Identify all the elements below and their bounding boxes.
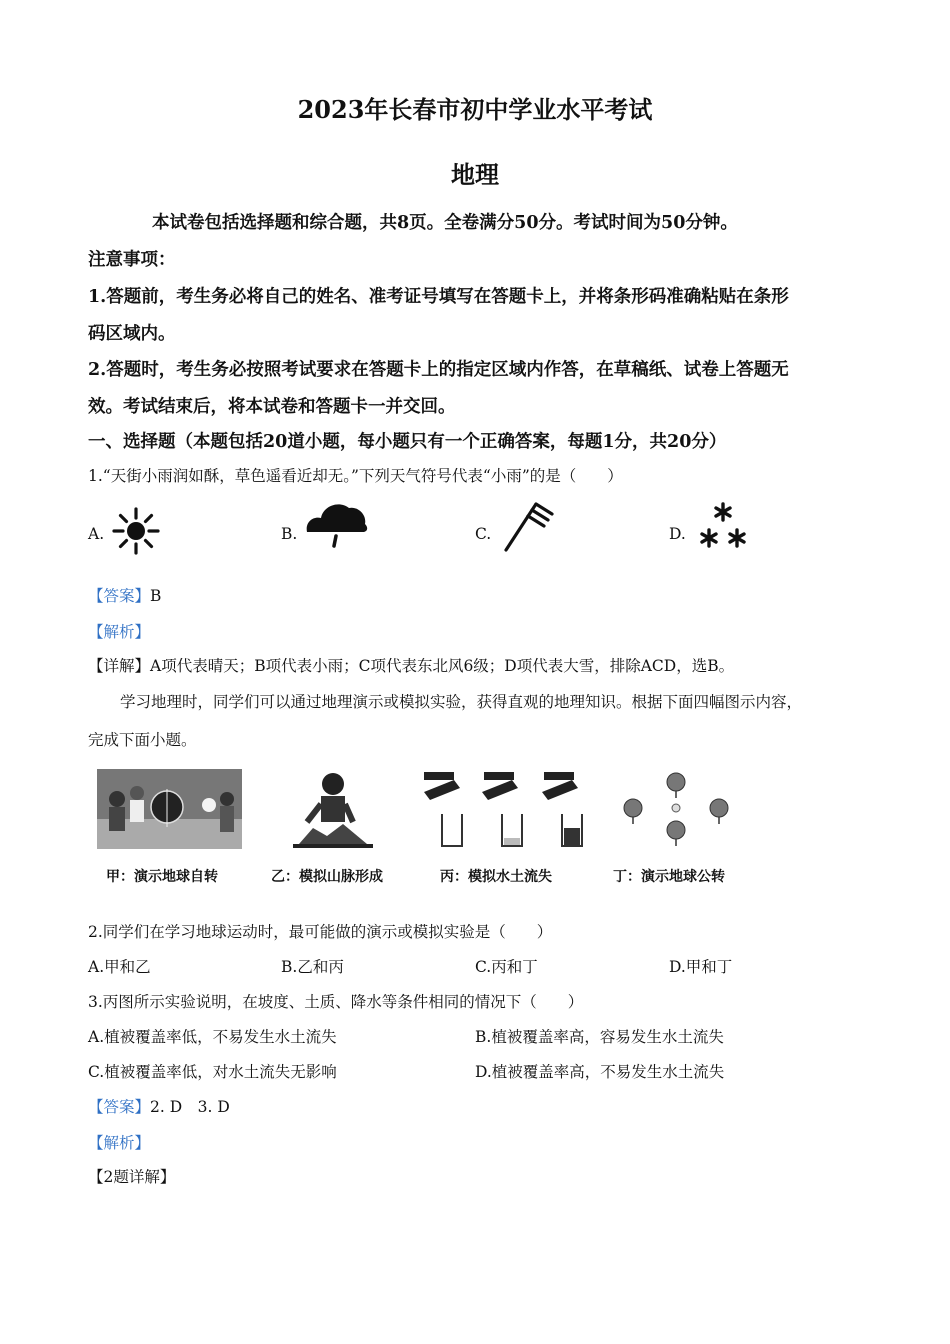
figure-jia-caption: 甲：演示地球自转 <box>106 869 218 885</box>
note-2-line-1: 2.答题时，考生务必按照考试要求在答题卡上的指定区域内作答，在草稿纸、试卷上答题无 <box>88 360 789 380</box>
q1-detail: 【详解】A项代表晴天；B项代表小雨；C项代表东北风6级；D项代表大雪，排除ACD，选B。 <box>88 657 735 675</box>
figure-bing-image <box>418 768 593 850</box>
answer-value: B <box>150 587 162 605</box>
q3-option-b: B.植被覆盖率高，容易发生水土流失 <box>475 1028 724 1046</box>
q1-analysis-tag: 【解析】 <box>88 623 151 641</box>
passage-line-1: 学习地理时，同学们可以通过地理演示或模拟实验，获得直观的地理知识。根据下面四幅图示内容， <box>120 693 803 711</box>
figure-jia-image <box>97 769 242 849</box>
q2-detail-tag: 【2题详解】 <box>88 1168 176 1186</box>
figure-yi-image <box>293 766 373 850</box>
q2-option-a: A.甲和乙 <box>88 958 151 976</box>
notes-heading: 注意事项： <box>88 250 176 270</box>
q2-option-c: C.丙和丁 <box>475 958 538 976</box>
q1-answer <box>88 584 161 606</box>
note-1-line-2: 码区域内。 <box>88 324 176 344</box>
light-rain-icon <box>303 498 371 550</box>
q2-option-b: B.乙和丙 <box>281 958 344 976</box>
note-2-line-2: 效。考试结束后，将本试卷和答题卡一并交回。 <box>88 397 456 417</box>
q3-option-a: A.植被覆盖率低，不易发生水土流失 <box>88 1028 337 1046</box>
subject-title: 地理 <box>451 160 499 189</box>
intro-text: 本试卷包括选择题和综合题，共8页。全卷满分50分。考试时间为50分钟。 <box>152 213 738 233</box>
figure-bing-caption: 丙：模拟水土流失 <box>440 869 552 885</box>
q2-q3-analysis-tag: 【解析】 <box>88 1134 151 1152</box>
q3-stem: 3.丙图所示实验说明，在坡度、土质、降水等条件相同的情况下（ ） <box>88 993 584 1011</box>
q1-option-a-label: A. <box>88 525 105 543</box>
q3-option-c: C.植被覆盖率低，对水土流失无影响 <box>88 1063 337 1081</box>
section-heading: 一、选择题（本题包括20道小题，每小题只有一个正确答案，每题1分，共20分） <box>88 432 727 452</box>
exam-title: 2023年长春市初中学业水平考试 <box>297 95 653 124</box>
sun-icon <box>110 505 162 557</box>
figure-yi-caption: 乙：模拟山脉形成 <box>271 869 383 885</box>
q3-option-d: D.植被覆盖率高，不易发生水土流失 <box>475 1063 725 1081</box>
answer-tag: 【答案】 <box>88 1098 151 1116</box>
wind-flag-icon <box>500 498 562 554</box>
figure-ding-image <box>619 768 734 850</box>
heavy-snow-icon <box>694 500 754 552</box>
passage-line-2: 完成下面小题。 <box>88 731 197 749</box>
q1-stem: 1.“天街小雨润如酥，草色遥看近却无。”下列天气符号代表“小雨”的是（ ） <box>88 467 623 485</box>
answer-value: 2. D 3. D <box>150 1098 230 1116</box>
figure-ding-caption: 丁：演示地球公转 <box>613 869 725 885</box>
q2-q3-answer <box>88 1095 230 1117</box>
q2-stem: 2.同学们在学习地球运动时，最可能做的演示或模拟实验是（ ） <box>88 923 553 941</box>
note-1-line-1: 1.答题前，考生务必将自己的姓名、准考证号填写在答题卡上，并将条形码准确粘贴在条形 <box>88 287 789 307</box>
answer-tag: 【答案】 <box>88 587 151 605</box>
q2-option-d: D.甲和丁 <box>669 958 733 976</box>
q1-option-c-label: C. <box>475 525 492 543</box>
q1-option-b-label: B. <box>281 525 298 543</box>
q1-option-d-label: D. <box>669 525 686 543</box>
